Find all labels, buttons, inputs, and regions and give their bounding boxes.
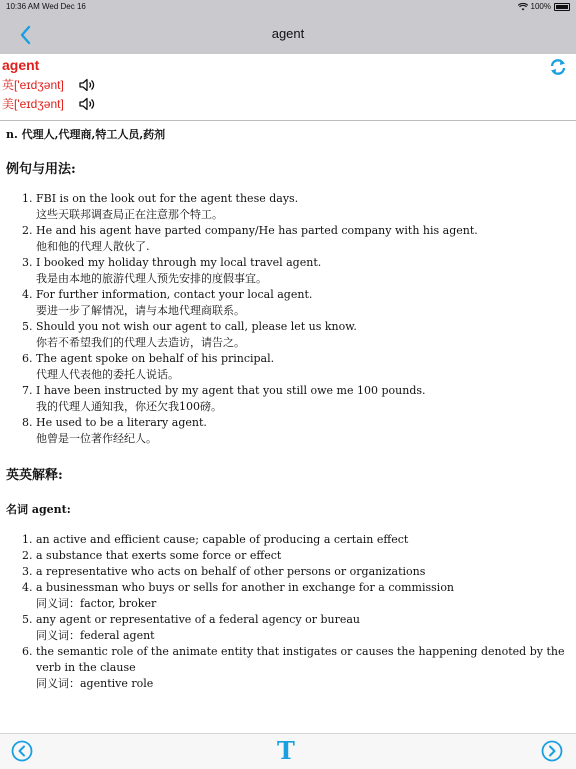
example-english: 2. He and his agent have parted company/He has parted company with his agent.	[36, 224, 478, 237]
english-definition: 3. a representative who acts on behalf of other persons or organizations	[36, 565, 426, 578]
word-header	[0, 54, 576, 121]
example-item	[36, 255, 478, 287]
headword: agent	[2, 57, 40, 73]
english-definition: 4. a businessman who buys or sells for another in exchange for a commission	[36, 581, 455, 594]
chinese-definition: n. 代理人,代理商,特工人员,药剂	[6, 128, 166, 141]
wifi-icon	[518, 3, 528, 11]
uk-pronunciation	[2, 76, 96, 93]
example-chinese: 要进一步了解情况，请与本地代理商联系。	[36, 304, 245, 317]
example-english: 5. Should you not wish our agent to call, please let us know.	[36, 320, 357, 333]
english-definition-item	[36, 580, 576, 612]
example-chinese: 我的代理人通知我，你还欠我100磅。	[36, 400, 222, 413]
synonyms: 同义词：agentive role	[36, 677, 154, 690]
example-item	[36, 415, 478, 447]
english-definition-item	[36, 532, 576, 548]
battery-percent: 100%	[530, 2, 551, 11]
english-definition-item	[36, 548, 576, 564]
synonyms: 同义词：factor, broker	[36, 597, 157, 610]
example-item	[36, 383, 478, 415]
nav-title: agent	[271, 26, 305, 41]
examples-list	[0, 191, 478, 447]
example-chinese: 他和他的代理人散伙了.	[36, 240, 150, 253]
speaker-icon[interactable]	[78, 96, 96, 112]
us-phonetic: 美['eɪdʒənt]	[2, 97, 64, 111]
english-heading: 英英解释:	[6, 468, 63, 483]
example-item	[36, 319, 478, 351]
example-chinese: 这些天联邦调查局正在注意那个特工。	[36, 208, 223, 221]
example-english: 8. He used to be a literary agent.	[36, 416, 207, 429]
example-english: 4. For further information, contact your local agent.	[36, 288, 313, 301]
english-definition: 2. a substance that exerts some force or effect	[36, 549, 282, 562]
us-pronunciation	[2, 95, 96, 112]
example-english: 6. The agent spoke on behalf of his principal.	[36, 352, 275, 365]
example-english: 7. I have been instructed by my agent that you still owe me 100 pounds.	[36, 384, 426, 397]
status-date: Wed Dec 16	[42, 2, 86, 11]
english-definitions-list	[0, 532, 576, 692]
example-english: 3. I booked my holiday through my local travel agent.	[36, 256, 322, 269]
status-bar	[0, 0, 576, 14]
synonyms: 同义词：federal agent	[36, 629, 155, 642]
previous-circle-icon[interactable]	[11, 740, 33, 762]
speaker-icon[interactable]	[78, 77, 96, 93]
part-of-speech: 名词 agent:	[6, 503, 71, 516]
example-item	[36, 191, 478, 223]
example-chinese: 他曾是一位著作经纪人。	[36, 432, 157, 445]
status-right	[518, 2, 570, 11]
example-chinese: 你若不希望我们的代理人去造访，请告之。	[36, 336, 245, 349]
english-definition: 1. an active and efficient cause; capable of producing a certain effect	[36, 533, 409, 546]
english-definition-item	[36, 644, 576, 692]
battery-icon	[554, 3, 570, 11]
bottom-toolbar	[0, 733, 576, 769]
english-definition: 6. the semantic role of the animate entity that instigates or causes the happening denoted by the verb in the clause	[36, 645, 565, 674]
nav-bar	[0, 14, 576, 54]
text-size-button[interactable]: T	[277, 736, 295, 765]
example-english: 1. FBI is on the look out for the agent these days.	[36, 192, 299, 205]
example-chinese: 代理人代表他的委托人说话。	[36, 368, 179, 381]
example-item	[36, 223, 478, 255]
example-item	[36, 287, 478, 319]
english-definition-item	[36, 612, 576, 644]
example-chinese: 我是由本地的旅游代理人预先安排的度假事宜。	[36, 272, 267, 285]
english-definition-item	[36, 564, 576, 580]
next-circle-icon[interactable]	[541, 740, 563, 762]
examples-heading: 例句与用法:	[6, 162, 76, 177]
english-definition: 5. any agent or representative of a federal agency or bureau	[36, 613, 360, 626]
refresh-icon[interactable]	[548, 57, 568, 77]
example-item	[36, 351, 478, 383]
uk-phonetic: 英['eɪdʒənt]	[2, 78, 64, 92]
status-time: 10:36 AM	[6, 2, 40, 11]
